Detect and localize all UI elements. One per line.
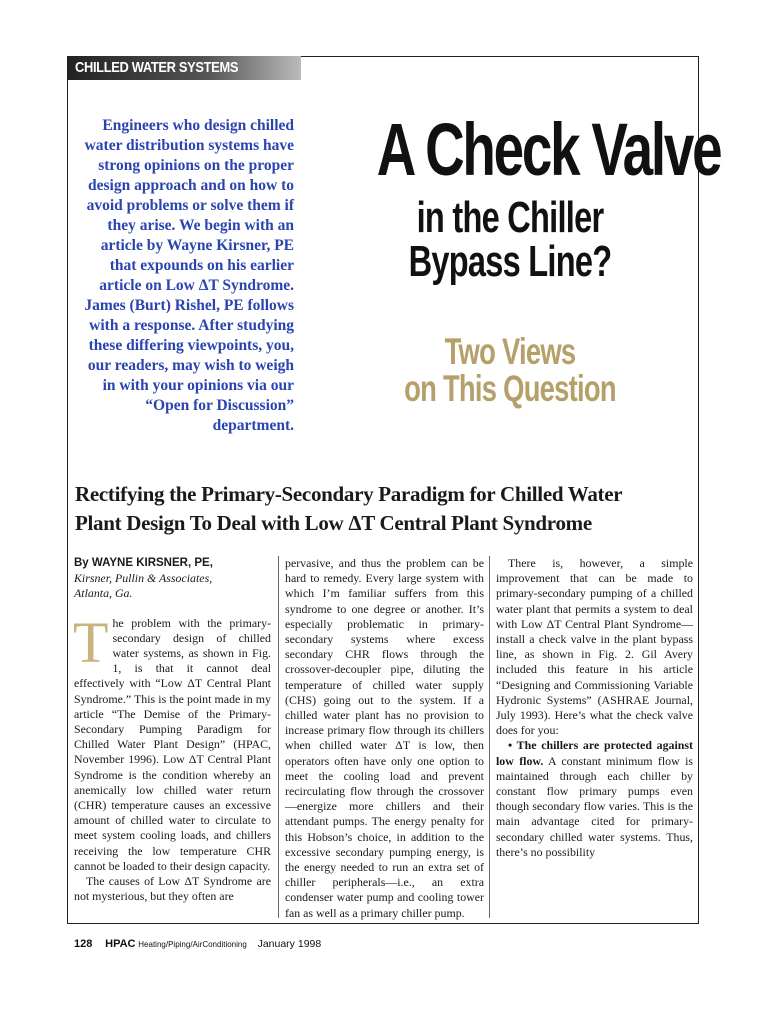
article-headline (75, 480, 695, 538)
section-label-text: CHILLED WATER SYSTEMS (75, 59, 239, 76)
body-paragraph-2-continued: pervasive, and thus the problem can be hard to remedy. Every large system with which I’m familiar suffers from this syndrome to one degree or another. It’s especially problematic in primary-secondary systems where excess secondary CHR flows through the crossover-decoupler pipe, diluting the temperature of chilled water supply (CHS) going out to the system. If a chilled water plant has no provision to increase primary flow through its chillers when chilled water ΔT is low, then operators often have only one option to meet the cooling load and prevent recirculating flow through the crossover—energize more chillers and their attendant pumps. The energy penalty for this Hobson’s choice, in addition to the excessive secondary pumping energy, is the energy needed to run an extra set of chiller peripherals—i.e., an extra condenser water pump and cooling tower fan as well as a primary chiller pump. (285, 556, 484, 920)
page-footer (74, 938, 321, 950)
section-label (67, 56, 301, 80)
body-paragraph (73, 609, 271, 874)
tagline-line-1: Two Views (444, 331, 576, 372)
article-subtitle (384, 193, 636, 286)
column-3 (496, 556, 693, 860)
column-1 (74, 556, 271, 904)
byline-location: Atlanta, Ga. (74, 586, 133, 601)
magazine-subtitle: Heating/Piping/AirConditioning (138, 940, 247, 949)
page-number: 128 (74, 938, 93, 950)
headline-line-2: Plant Design To Deal with Low ΔT Central Plant Syndrome (75, 511, 592, 535)
column-rule (278, 556, 279, 918)
subtitle-line-2: Bypass Line? (408, 237, 612, 286)
body-paragraph-3: There is, however, a simple improvement that can be made to primary-secondary pumping of a chilled water plant that permits a system to deal with Low ΔT Central Plant Syndrome—install a check valve in the plant bypass line, as shown in Fig. 2. Gil Avery included this feature in his article “Designing and Commissioning Variable Hydronic Systems” (ASHRAE Journal, July 1993). Here’s what the check valve does for you: (496, 556, 693, 738)
issue-date: January 1998 (257, 938, 322, 950)
column-2 (285, 556, 484, 921)
headline-line-1: Rectifying the Primary-Secondary Paradigm for Chilled Water (75, 482, 623, 506)
tagline-line-2: on This Question (404, 368, 616, 409)
byline-author: By WAYNE KIRSNER, PE, (74, 557, 213, 569)
byline-affiliation: Kirsner, Pullin & Associates, (74, 571, 213, 586)
subtitle-line-1: in the Chiller (416, 193, 604, 242)
bullet-text: A constant minimum flow is maintained through each chiller by constant flow primary pumps even though secondary flow varies. This is the main advantage cited for primary-secondary chilled water systems. Thus, there’s no possibility (496, 753, 693, 859)
column-rule (489, 556, 490, 918)
body-paragraph-1: he problem with the primary-secondary design of chilled water systems, as shown in Fig. 1, is that it cannot deal effectively with “Low ΔT Central Plant Syndrome.” This is the point made in my article “The Demise of the Primary-Secondary Pumping Paradigm for Chilled Water Plant Design” (HPAC, November 1996). Low ΔT Central Plant Syndrome is the condition whereby an anemically low chilled water return (CHR) temperature causes an excessive amount of chilled water to circulate to meet system cooling loads, and chillers receiving the low temperature CHR cannot be loaded to their design capacity. (74, 615, 271, 873)
magazine-name: HPAC (105, 938, 136, 950)
body-paragraph-4 (496, 738, 693, 860)
intro-blurb: Engineers who design chilled water distribution systems have strong opinions on the proper design approach and on how to avoid problems or solve them if they arise. We begin with an article by Wayne Kirsner, PE that expounds on his earlier article on Low ΔT Syndrome. James (Burt) Rishel, PE follows with a response. After studying these differing viewpoints, you, our readers, may wish to weigh in with your opinions via our “Open for Discussion” department. (84, 117, 294, 434)
article-title: A Check Valve (376, 108, 721, 191)
drop-cap: T (73, 609, 109, 675)
tagline (384, 333, 636, 407)
body-paragraph-2: The causes of Low ΔT Syndrome are not mysterious, but they often are (74, 874, 271, 904)
bullet-lead: • The chillers are protected against low flow. (496, 738, 693, 768)
